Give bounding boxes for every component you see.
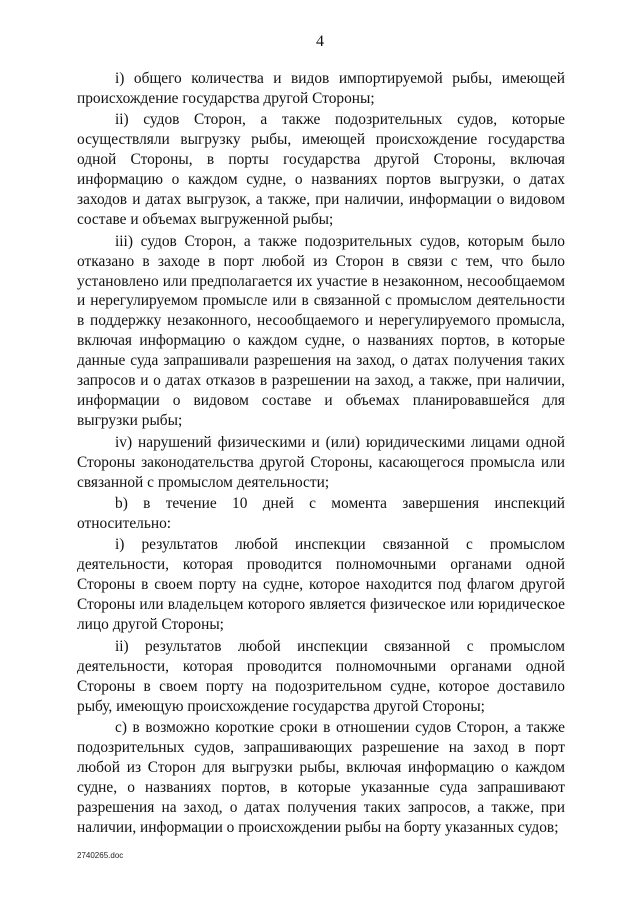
paragraph-ii-unloading-vessels: ii) судов Сторон, а также подозрительных судов, которые осуществляли выгрузку рыбы, имеющей происхождение государства одной Стороны, в порты государства другой Стороны, включая информацию о каждом судне, о названиях портов выгрузки, о датах заходов и датах выгрузок, а также, при наличии, информации о видовом составе и объемах выгруженной рыбы; xyxy=(77,111,565,229)
paragraph-b-inspections: b) в течение 10 дней с момента завершения инспекций относительно: xyxy=(77,495,565,532)
paragraph-b-ii-inspection-results: ii) результатов любой инспекции связанной с промыслом деятельности, которая проводится полномочными органами одной Стороны в своем порту на подозрительном судне, которое доставило рыбу, имеющую происхождение государства другой Стороны; xyxy=(77,637,565,715)
paragraph-c-port-requests: c) в возможно короткие сроки в отношении судов Сторон, а также подозрительных судов, запрашивающих разрешение на заход в порт любой из Сторон для выгрузки рыбы, включая информацию о каждом судне, о названиях портов, в которые указанные суда запрашивают разрешения на заход, о датах получения таких запросов, а также, при наличии, информации о происхождении рыбы на борту указанных судов; xyxy=(77,719,565,836)
file-name-footer: 2740265.doc xyxy=(77,851,124,860)
paragraph-iii-denied-vessels: iii) судов Сторон, а также подозрительных судов, которым было отказано в заходе в порт любой из Сторон в связи с тем, что было установлено или предполагается их участие в незаконном, несообщаемом и нерегулируемом промысле или в связанной с промыслом деятельности в поддержку незаконного, несообщаемого и нерегулируемого промысла, включая информацию о каждом судне, о названиях портов, в которые данные суда запрашивали разрешения на заход, о датах получения таких запросов и о датах отказов в разрешении на заход, а также, при наличии, информации о видовом составе и объемах планировавшейся для выгрузки рыбы; xyxy=(77,232,565,430)
paragraph-iv-violations: iv) нарушений физическими и (или) юридическими лицами одной Стороны законодательства другой Стороны, касающегося промысла или связанной с промыслом деятельности; xyxy=(77,433,565,491)
paragraph-b-i-inspection-results: i) результатов любой инспекции связанной с промыслом деятельности, которая проводится полномочными органами одной Стороны в своем порту на судне, которое находится под флагом другой Стороны или владельцем которого является физическое или юридическое лицо другой Стороны; xyxy=(77,536,565,634)
paragraph-i-imported-fish: i) общего количества и видов импортируемой рыбы, имеющей происхождение государства другой Стороны; xyxy=(77,70,565,107)
page-number: 4 xyxy=(316,33,324,50)
document-body xyxy=(77,69,565,839)
